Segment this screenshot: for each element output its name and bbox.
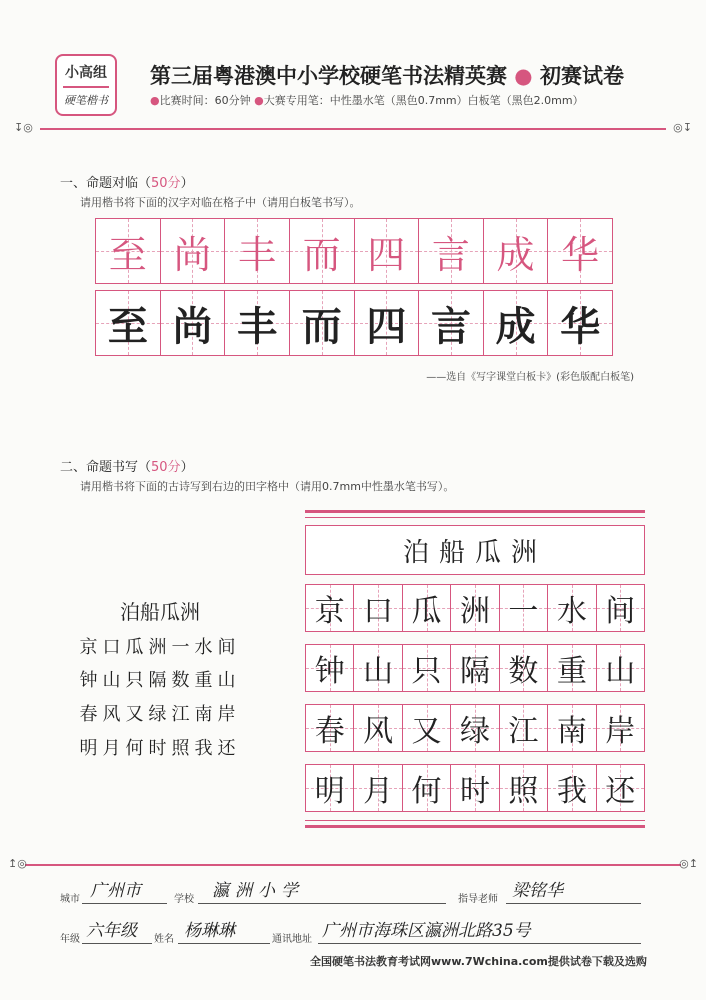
- title-suffix: 初赛试卷: [539, 64, 624, 88]
- poem-writing-row[interactable]: [305, 584, 645, 632]
- title-dot: ●: [507, 64, 540, 88]
- badge-group: 小高组: [65, 65, 107, 81]
- written-char: 重: [556, 654, 587, 689]
- written-char: 丰: [237, 302, 278, 350]
- model-cell: [355, 219, 420, 283]
- school-underline: [198, 903, 446, 904]
- bullet-icon: ●: [150, 94, 160, 107]
- written-char: 山: [363, 654, 394, 689]
- scroll-ornament-icon: ↥◎: [8, 857, 27, 870]
- written-char: 数: [508, 654, 539, 689]
- scroll-ornament-icon: ↧◎: [14, 121, 33, 134]
- poem-line: 京口瓜洲一水间: [79, 637, 241, 658]
- written-char: 至: [107, 302, 148, 350]
- written-char: 何: [411, 774, 442, 809]
- written-poem-title: 泊船瓜洲: [305, 525, 645, 575]
- poem-writing-row[interactable]: [305, 764, 645, 812]
- writing-cell[interactable]: [451, 645, 499, 691]
- model-char: 至: [108, 232, 147, 277]
- writing-cell[interactable]: [306, 585, 354, 631]
- written-char: 间: [605, 594, 636, 629]
- source-note: ——选自《写字课堂白板卡》(彩色版配白板笔): [426, 372, 634, 383]
- writing-cell[interactable]: [597, 585, 644, 631]
- written-char: 照: [508, 774, 539, 809]
- model-char: 言: [431, 232, 470, 277]
- writing-cell[interactable]: [548, 585, 596, 631]
- writing-char-grid[interactable]: [95, 290, 613, 356]
- writing-cell[interactable]: [403, 645, 451, 691]
- written-char: 京: [314, 594, 345, 629]
- model-cell: [484, 219, 549, 283]
- writing-cell[interactable]: [597, 645, 644, 691]
- model-cell: [225, 219, 290, 283]
- time-note: 比赛时间：60分钟: [159, 94, 251, 107]
- section1-title: 一、命题对临（: [60, 176, 152, 191]
- writing-cell[interactable]: [548, 765, 596, 811]
- address-underline: [318, 943, 641, 944]
- poem-title: 泊船瓜洲: [120, 600, 200, 624]
- city-value[interactable]: 广州市: [90, 881, 141, 901]
- written-char: 时: [459, 774, 490, 809]
- writing-cell[interactable]: [306, 645, 354, 691]
- model-char-grid: [95, 218, 613, 284]
- written-char: 南: [556, 714, 587, 749]
- school-value[interactable]: 瀛洲小学: [212, 881, 304, 901]
- writing-cell[interactable]: [500, 585, 548, 631]
- model-cell: [96, 219, 161, 283]
- model-cell: [161, 219, 226, 283]
- page-title: [150, 60, 624, 90]
- written-char: 华: [560, 302, 601, 350]
- writing-cell[interactable]: [597, 765, 644, 811]
- writing-cell[interactable]: [161, 291, 226, 355]
- writing-cell[interactable]: [451, 765, 499, 811]
- writing-cell[interactable]: [306, 705, 354, 751]
- poem-line: 钟山只隔数重山: [79, 670, 241, 691]
- bullet-icon: ●: [254, 94, 264, 107]
- written-char: 一: [508, 594, 539, 629]
- writing-cell[interactable]: [354, 765, 402, 811]
- header-rule: [40, 128, 666, 130]
- model-char: 成: [496, 232, 535, 277]
- model-char: 而: [302, 232, 341, 277]
- section2-title: 二、命题书写（: [60, 460, 152, 475]
- written-char: 又: [411, 714, 442, 749]
- subtitle: [150, 92, 584, 108]
- model-char: 华: [561, 232, 600, 277]
- writing-cell[interactable]: [354, 705, 402, 751]
- grade-label: 年级: [60, 934, 80, 945]
- written-char: 只: [411, 654, 442, 689]
- written-char: 成: [495, 302, 536, 350]
- frame-top-rule: [305, 510, 645, 513]
- section2-score: 50分: [151, 460, 181, 475]
- written-char: 岸: [605, 714, 636, 749]
- written-char: 四: [366, 302, 407, 350]
- section1-close: ）: [180, 176, 194, 191]
- written-char: 山: [605, 654, 636, 689]
- section2-heading: [60, 456, 194, 475]
- model-cell: [548, 219, 612, 283]
- frame-bottom-rule: [305, 825, 645, 828]
- model-char: 丰: [238, 232, 277, 277]
- model-char: 尚: [173, 232, 212, 277]
- writing-cell[interactable]: [500, 765, 548, 811]
- writing-cell[interactable]: [306, 765, 354, 811]
- written-char: 我: [556, 774, 587, 809]
- written-char: 月: [363, 774, 394, 809]
- writing-cell[interactable]: [354, 645, 402, 691]
- frame-top-rule-thin: [305, 517, 645, 518]
- writing-cell[interactable]: [500, 645, 548, 691]
- written-char: 春: [314, 714, 345, 749]
- written-char: 口: [363, 594, 394, 629]
- written-char: 钟: [314, 654, 345, 689]
- writing-cell[interactable]: [548, 645, 596, 691]
- name-value[interactable]: 杨琳琳: [184, 921, 235, 941]
- writing-cell[interactable]: [355, 291, 420, 355]
- writing-cell[interactable]: [500, 705, 548, 751]
- scroll-ornament-icon: ◎↧: [673, 121, 692, 134]
- city-label: 城市: [60, 894, 80, 905]
- school-label: 学校: [174, 894, 194, 905]
- website-note: 全国硬笔书法教育考试网www.7Wchina.com提供试卷下载及选购: [310, 955, 647, 968]
- address-value[interactable]: 广州市海珠区瀛洲北路35号: [322, 921, 531, 941]
- writing-cell[interactable]: [225, 291, 290, 355]
- written-char: 江: [508, 714, 539, 749]
- poem-line: 春风又绿江南岸: [79, 704, 241, 725]
- written-char: 隔: [459, 654, 490, 689]
- pen-note: 大赛专用笔：中性墨水笔（黑色0.7mm）白板笔（黑色2.0mm）: [263, 94, 584, 107]
- model-cell: [290, 219, 355, 283]
- title-main: 第三届粤港澳中小学校硬笔书法精英赛: [150, 64, 507, 88]
- written-char: 水: [556, 594, 587, 629]
- address-label: 通讯地址: [272, 934, 312, 945]
- grade-value[interactable]: 六年级: [86, 921, 137, 941]
- model-char: 四: [367, 232, 406, 277]
- section1-score: 50分: [151, 176, 181, 191]
- city-underline: [82, 903, 167, 904]
- section2-instruction: 请用楷书将下面的古诗写到右边的田字格中（请用0.7mm中性墨水笔书写）。: [80, 480, 455, 493]
- written-char: 而: [301, 302, 342, 350]
- frame-bottom-rule-thin: [305, 820, 645, 821]
- written-char: 言: [430, 302, 471, 350]
- poem-writing-row[interactable]: [305, 704, 645, 752]
- writing-cell[interactable]: [451, 585, 499, 631]
- writing-cell[interactable]: [419, 291, 484, 355]
- writing-cell[interactable]: [403, 585, 451, 631]
- writing-cell[interactable]: [290, 291, 355, 355]
- writing-cell[interactable]: [484, 291, 549, 355]
- written-char: 洲: [459, 594, 490, 629]
- badge-category: 硬笔楷书: [64, 94, 108, 107]
- written-char: 风: [363, 714, 394, 749]
- writing-cell[interactable]: [403, 705, 451, 751]
- model-cell: [419, 219, 484, 283]
- written-char: 明: [314, 774, 345, 809]
- scroll-ornament-icon: ◎↥: [679, 857, 698, 870]
- name-underline: [178, 943, 270, 944]
- writing-cell[interactable]: [548, 705, 596, 751]
- writing-cell[interactable]: [597, 705, 644, 751]
- writing-cell[interactable]: [548, 291, 612, 355]
- name-label: 姓名: [154, 934, 174, 945]
- writing-cell[interactable]: [354, 585, 402, 631]
- poem-line: 明月何时照我还: [79, 738, 241, 759]
- teacher-value[interactable]: 梁铭华: [512, 881, 563, 901]
- section1-instruction: 请用楷书将下面的汉字对临在格子中（请用白板笔书写）。: [80, 196, 361, 209]
- written-char: 尚: [172, 302, 213, 350]
- footer-rule: [25, 864, 681, 866]
- grade-underline: [82, 943, 152, 944]
- section1-heading: [60, 172, 194, 191]
- group-badge: [55, 54, 117, 116]
- section2-close: ）: [180, 460, 194, 475]
- teacher-label: 指导老师: [458, 894, 498, 905]
- teacher-underline: [506, 903, 641, 904]
- writing-cell[interactable]: [451, 705, 499, 751]
- poem-writing-row[interactable]: [305, 644, 645, 692]
- badge-divider: [63, 86, 109, 88]
- writing-cell[interactable]: [403, 765, 451, 811]
- writing-cell[interactable]: [96, 291, 161, 355]
- written-char: 绿: [459, 714, 490, 749]
- written-char: 还: [605, 774, 636, 809]
- written-char: 瓜: [411, 594, 442, 629]
